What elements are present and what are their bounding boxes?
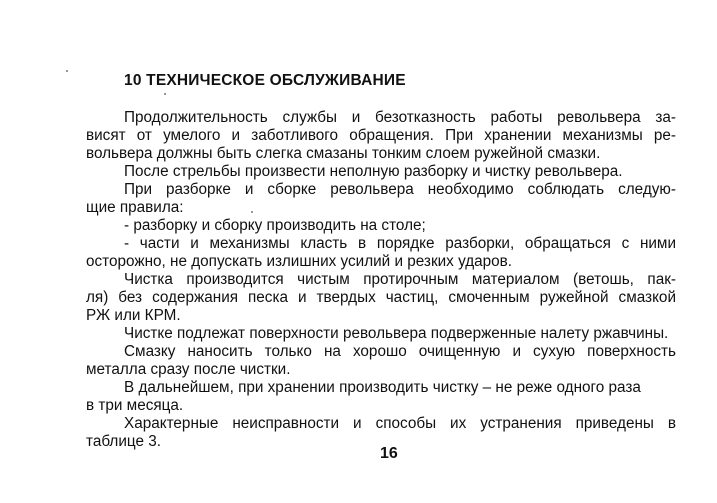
text-line: После стрельбы произвести неполную разборку и чистку револьвера. bbox=[124, 163, 623, 180]
text-line: осторожно, не допускать излишних усилий и резких ударов. bbox=[86, 253, 513, 270]
text-line: вольвера должны быть слегка смазаны тонким слоем ружейной смазки. bbox=[86, 145, 601, 162]
text-line: щие правила: bbox=[86, 199, 184, 216]
text-line: РЖ или КРМ. bbox=[86, 307, 181, 324]
text-line: Чистка производится чистым протирочным материалом (ветошь, пак- bbox=[124, 271, 676, 288]
scan-speck bbox=[251, 211, 253, 213]
text-line: В дальнейшем, при хранении производить чистку – не реже одного раза bbox=[124, 379, 641, 396]
text-line: ля) без содержания песка и твердых частиц, смоченным ружейной смазкой bbox=[86, 289, 676, 306]
scan-speck bbox=[66, 70, 68, 72]
text-line: в три месяца. bbox=[86, 397, 184, 414]
text-line: висят от умелого и заботливого обращения. При хранении механизмы ре- bbox=[86, 127, 676, 144]
text-line: Чистке подлежат поверхности револьвера подверженные налету ржавчины. bbox=[124, 325, 669, 342]
text-line: Продолжительность службы и безотказность работы револьвера за- bbox=[124, 109, 676, 126]
scan-speck bbox=[164, 93, 166, 95]
text-line: металла сразу после чистки. bbox=[86, 361, 291, 378]
text-line: Характерные неисправности и способы их устранения приведены в bbox=[124, 415, 676, 432]
section-heading: 10 ТЕХНИЧЕСКОЕ ОБСЛУЖИВАНИЕ bbox=[124, 72, 406, 89]
text-line: - части и механизмы класть в порядке разборки, обращаться с ними bbox=[124, 235, 676, 252]
text-line: Смазку наносить только на хорошо очищенную и сухую поверхность bbox=[124, 343, 676, 360]
text-line: таблице 3. bbox=[86, 433, 161, 450]
page-number: 16 bbox=[380, 445, 398, 462]
text-line: При разборке и сборке револьвера необходимо соблюдать следую- bbox=[124, 181, 676, 198]
text-line: - разборку и сборку производить на столе; bbox=[124, 217, 426, 234]
